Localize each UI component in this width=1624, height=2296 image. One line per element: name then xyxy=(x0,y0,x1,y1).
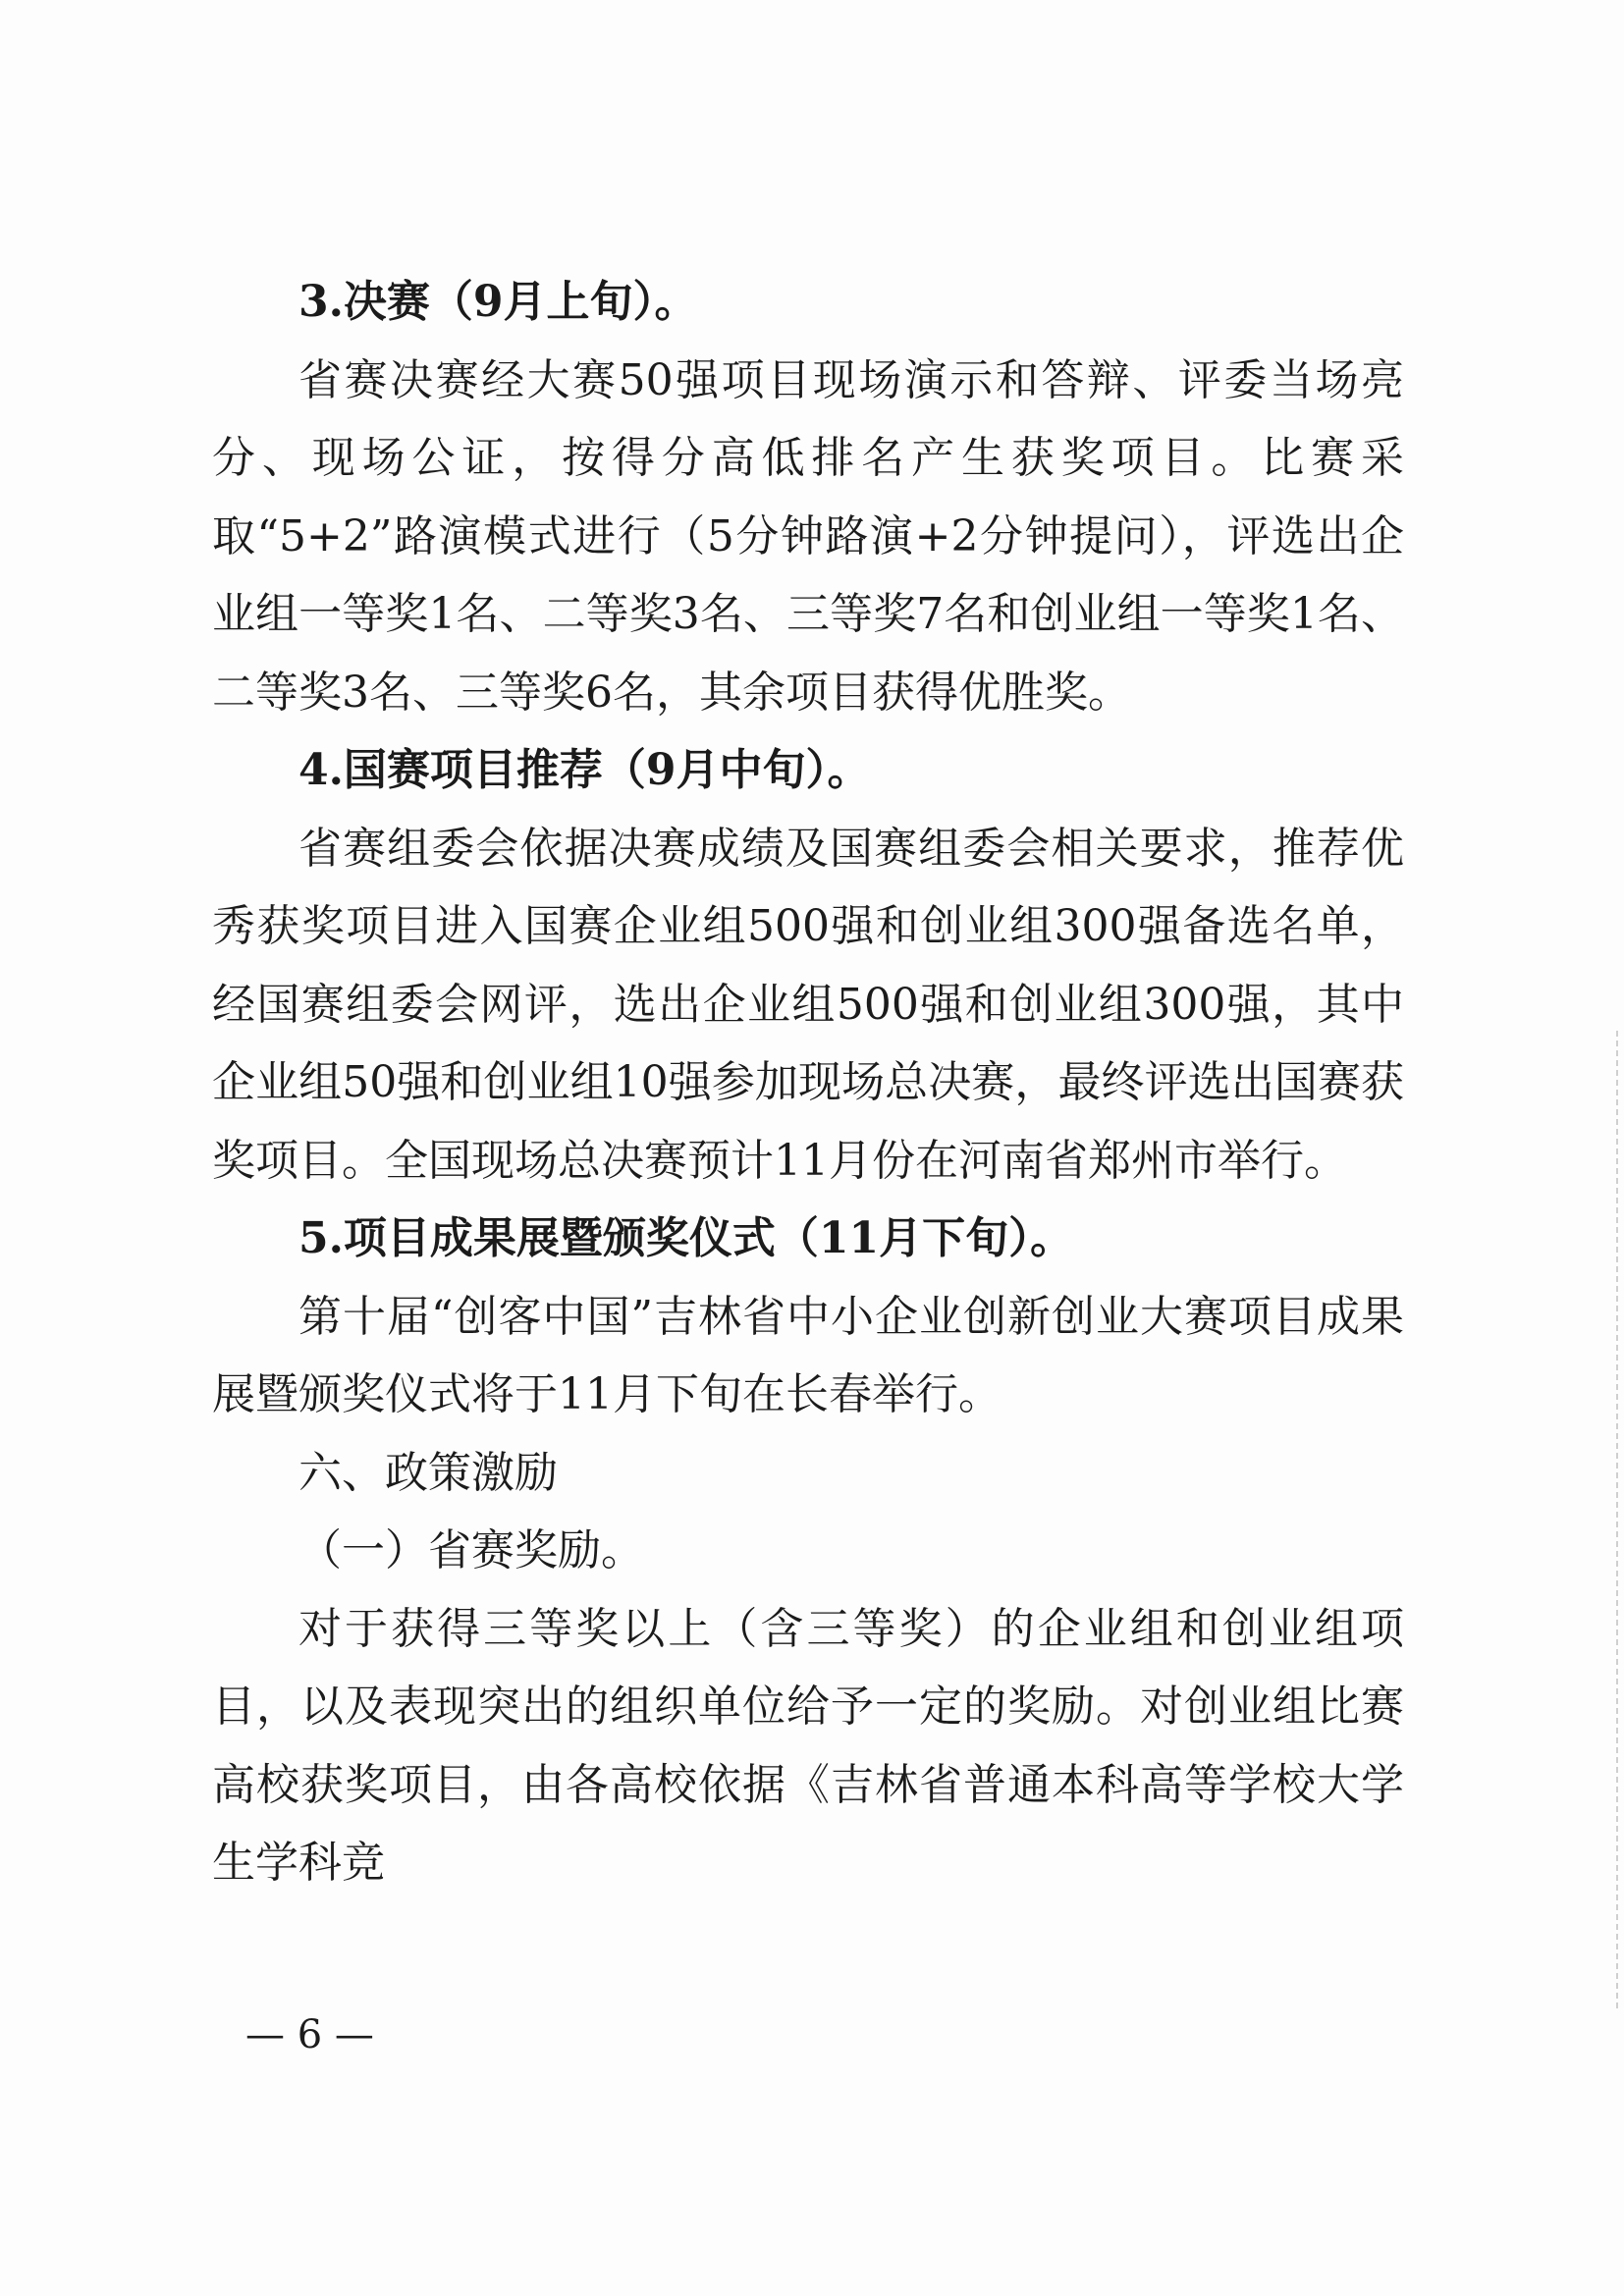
document-body xyxy=(212,263,1404,1902)
paragraph-provincial-awards: 对于获得三等奖以上（含三等奖）的企业组和创业组项目，以及表现突出的组织单位给予一定的奖励。对创业组比赛高校获奖项目，由各高校依据《吉林省普通本科高等学校大学生学科竞 xyxy=(212,1603,1404,1888)
heading-final-round: 3.决赛（9月上旬）。 xyxy=(298,277,698,327)
page-number: — 6 — xyxy=(245,2012,374,2057)
scan-edge-mark xyxy=(1616,1031,1618,2012)
paragraph-final-round: 省赛决赛经大赛50强项目现场演示和答辩、评委当场亮分、现场公证，按得分高低排名产生获奖项目。比赛采取“5+2”路演模式进行（5分钟路演+2分钟提问），评选出企业组一等奖1名、二等奖3名、三等奖7名和创业组一等奖1名、二等奖3名、三等奖6名，其余项目获得优胜奖。 xyxy=(212,354,1404,718)
paragraph-national-recommendation: 省赛组委会依据决赛成绩及国赛组委会相关要求，推荐优秀获奖项目进入国赛企业组500强和创业组300强备选名单，经国赛组委会网评，选出企业组500强和创业组300强，其中企业组50强和创业组10强参加现场总决赛，最终评选出国赛获奖项目。全国现场总决赛预计11月份在河南省郑州市举行。 xyxy=(212,823,1404,1186)
paragraph-award-ceremony: 第十届“创客中国”吉林省中小企业创新创业大赛项目成果展暨颁奖仪式将于11月下旬在长春举行。 xyxy=(212,1291,1404,1419)
subheading-provincial-awards: （一）省赛奖励。 xyxy=(298,1525,644,1575)
heading-award-ceremony: 5.项目成果展暨颁奖仪式（11月下旬）。 xyxy=(298,1213,1074,1263)
heading-policy-incentives: 六、政策激励 xyxy=(298,1447,558,1498)
heading-national-recommendation: 4.国赛项目推荐（9月中旬）。 xyxy=(298,745,871,795)
